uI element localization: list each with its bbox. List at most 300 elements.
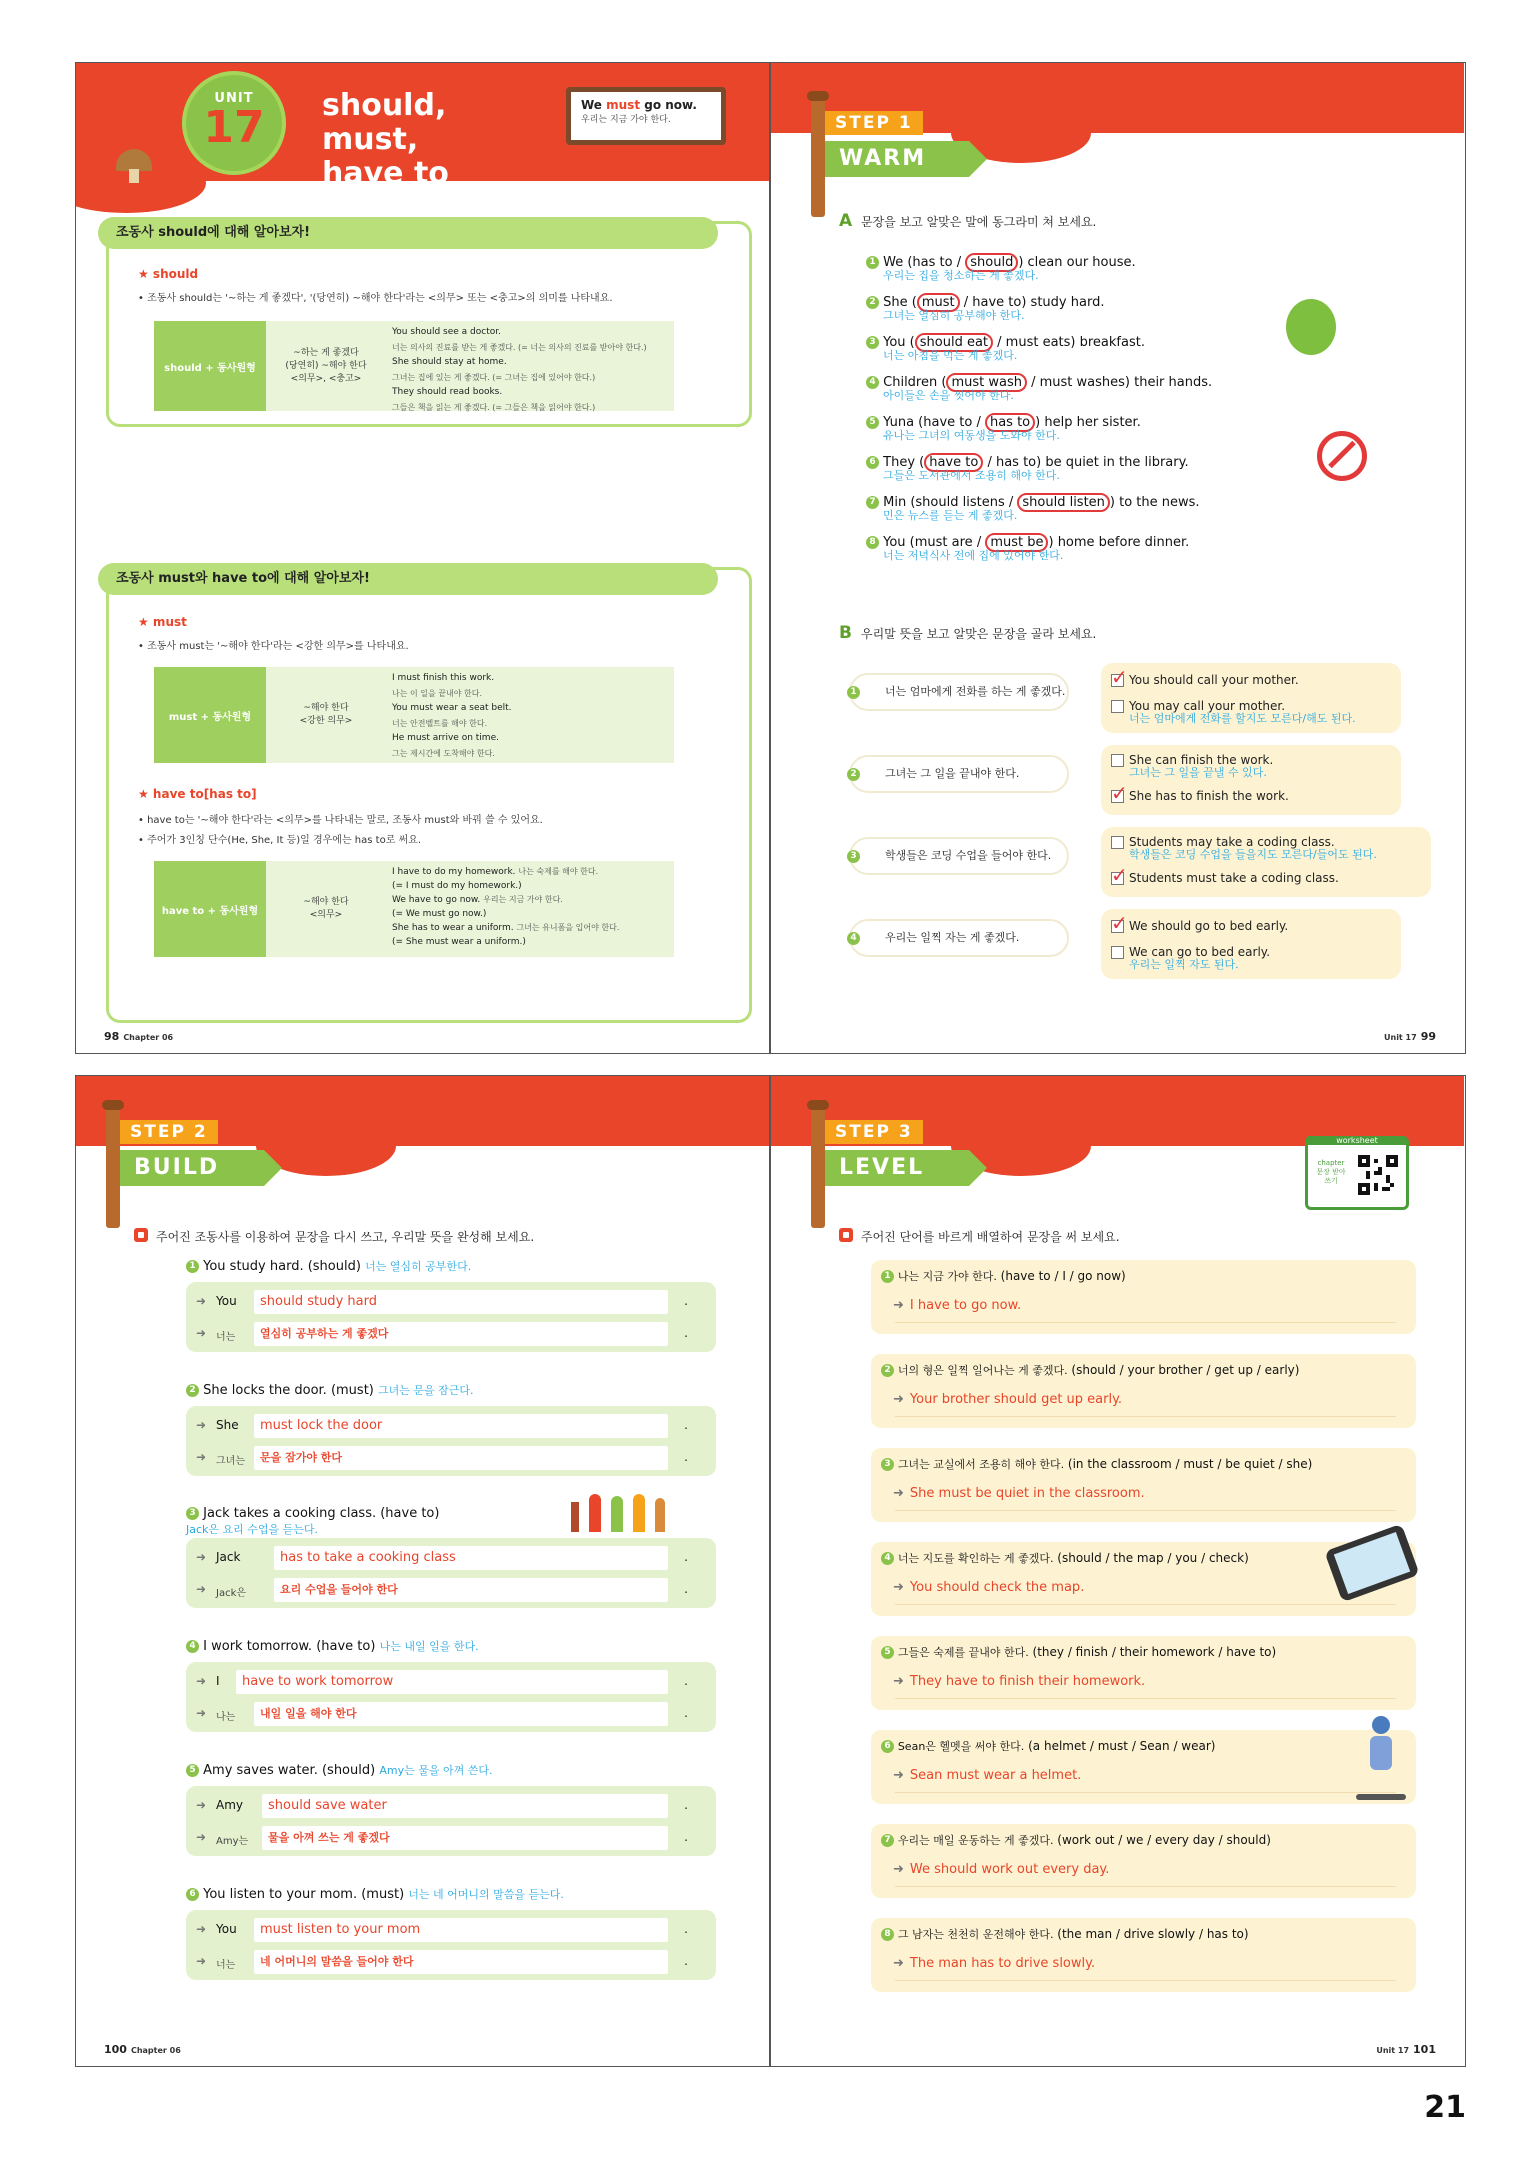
question-translation: 너는 네 어머니의 말씀을 듣는다. (408, 1888, 564, 1901)
checkbox-checked-icon[interactable] (1111, 790, 1124, 803)
page-number: 101 (1413, 2043, 1436, 2056)
period: . (684, 1674, 688, 1688)
answer-field[interactable]: 문을 잠가야 한다 (254, 1446, 668, 1470)
sign-post: go now. (640, 98, 697, 112)
question-text: Amy saves water. (should) (203, 1763, 376, 1778)
answer-field[interactable]: should study hard (254, 1290, 668, 1314)
item-number: 5 (186, 1764, 199, 1777)
answer-box (186, 1662, 716, 1732)
worksheet-text: chapter 문장 받아쓰기 (1316, 1159, 1346, 1185)
arrow-icon: ➜ (893, 1674, 904, 1689)
answer-box (186, 1538, 716, 1608)
step-name: LEVEL UP (825, 1150, 969, 1186)
question-translation: Amy는 물을 아껴 쓴다. (379, 1764, 493, 1777)
example-kr: 그녀는 집에 있는 게 좋겠다. (= 그녀는 집에 있어야 한다.) (392, 373, 596, 382)
should-description: • 조동사 should는 '~하는 게 좋겠다', '(당연히) ~해야 한다'라는 <의무> 또는 <충고>의 의미를 나타내요. (138, 293, 613, 304)
qr-code-icon[interactable] (1358, 1155, 1398, 1195)
option-2[interactable] (1111, 945, 1270, 970)
sentence-lead: Amy (216, 1798, 243, 1812)
answer-underline (895, 1322, 1396, 1323)
prompt-text: 그녀는 그 일을 끝내야 한다. (885, 767, 1020, 780)
must-description: • 조동사 must는 '~해야 한다'라는 <강한 의무>를 나타내요. (138, 641, 409, 652)
item-korean: 그녀는 교실에서 조용히 해야 한다. (897, 1458, 1065, 1471)
item-number: 5 (866, 416, 879, 429)
option-text: Students may take a coding class. (1129, 835, 1335, 849)
answer-line-en (196, 1670, 688, 1696)
bottom-spread (75, 1075, 1466, 2067)
option-translation: 학생들은 코딩 수업을 들을지도 모른다/들어도 된다. (1129, 848, 1377, 861)
answer-line-kr (196, 1950, 688, 1976)
question-text: She locks the door. (must) (203, 1383, 374, 1398)
period: . (684, 1550, 688, 1564)
option-1[interactable] (1111, 673, 1299, 687)
step-name: BUILD UP (120, 1150, 264, 1186)
option-text: We should go to bed early. (1129, 919, 1289, 933)
answer-box (186, 1282, 716, 1352)
question-text: Jack takes a cooking class. (have to) (203, 1506, 440, 1521)
question-translation: Jack은 요리 수업을 듣는다. (186, 1523, 319, 1536)
instruction-icon (134, 1228, 148, 1242)
option-translation: 우리는 일찍 자도 된다. (1129, 958, 1239, 971)
answer-text[interactable]: Your brother should get up early. (909, 1392, 1123, 1407)
answer-text[interactable]: You should check the map. (909, 1580, 1085, 1595)
example-en: (= She must wear a uniform.) (392, 937, 526, 947)
item-translation: 너는 저녁식사 전에 집에 있어야 한다. (883, 549, 1064, 562)
item-korean: 너의 형은 일찍 일어나는 게 좋겠다. (897, 1364, 1068, 1377)
sign-sentence (581, 98, 711, 112)
option-1[interactable] (1111, 919, 1288, 933)
page-footer (1372, 2043, 1436, 2056)
item-translation: 우리는 집을 청소하는 게 좋겠다. (883, 269, 1039, 282)
sheet-page-number: 21 (1424, 2090, 1466, 2125)
item-number: 4 (881, 1552, 894, 1565)
section-b-instruction: 우리말 뜻을 보고 알맞은 문장을 골라 보세요. (861, 627, 1097, 641)
warmup-item (866, 455, 1286, 482)
levelup-item (871, 1730, 1416, 1804)
choice-row (849, 827, 1449, 897)
item-number: 1 (881, 1270, 894, 1283)
page-99 (771, 63, 1464, 1053)
item-post: ) help her sister. (1035, 415, 1141, 430)
unit-number: 17 (203, 102, 265, 153)
should-table (154, 321, 674, 411)
sign-pre: We (581, 98, 607, 112)
haveto-description-2: • 주어가 3인칭 단수(He, She, It 등)일 경우에는 has to로 써요. (138, 835, 422, 846)
circled-answer[interactable]: should eat (915, 333, 993, 352)
answer-line-en (196, 1290, 688, 1316)
checkbox-icon[interactable] (1111, 946, 1124, 959)
choice-box (1101, 663, 1401, 733)
question-text: You study hard. (should) (203, 1259, 361, 1274)
answer-field[interactable]: 요리 수업을 들어야 한다 (274, 1578, 668, 1602)
arrow-icon: ➜ (196, 1706, 207, 1720)
answer-line-kr (196, 1322, 688, 1348)
unit-label: Unit 17 (1384, 1033, 1417, 1042)
levelup-item (871, 1636, 1416, 1710)
page-100 (76, 1076, 769, 2066)
page-footer (104, 2043, 185, 2056)
step-tag: STEP 1 (825, 111, 923, 135)
arrow-icon: ➜ (196, 1830, 207, 1844)
example-en: I must finish this work. (392, 673, 495, 683)
no-talking-icon (1317, 431, 1367, 481)
choice-box (1101, 827, 1431, 897)
chapter-label: Chapter 06 (130, 2046, 181, 2055)
example-kr: 그녀는 유니폼을 입어야 한다. (516, 923, 620, 932)
example-en (392, 921, 668, 935)
choice-box (1101, 909, 1401, 979)
example-en: She should stay at home. (392, 357, 507, 367)
korean-prompt (849, 673, 1069, 711)
warmup-item (866, 295, 1286, 322)
option-text: You should call your mother. (1129, 673, 1299, 687)
buildup-question (186, 1258, 471, 1274)
answer-field[interactable]: 내일 일을 해야 한다 (254, 1702, 668, 1726)
page-number: 100 (104, 2043, 127, 2056)
unit-title (322, 89, 522, 191)
prompt-text: 너는 엄마에게 전화를 하는 게 좋겠다. (885, 685, 1066, 698)
example-kr: 나는 숙제를 해야 한다. (518, 867, 599, 876)
arrow-icon: ➜ (196, 1450, 207, 1464)
answer-field[interactable]: must lock the door (254, 1414, 668, 1438)
checkbox-icon[interactable] (1111, 700, 1124, 713)
option-text: Students must take a coding class. (1129, 871, 1339, 885)
haveto-description-1: • have to는 '~해야 한다'라는 <의무>를 나타내는 말로, 조동사 must와 바꿔 쓸 수 있어요. (138, 815, 543, 826)
item-number: 7 (866, 496, 879, 509)
item-number: 8 (881, 1928, 894, 1941)
period: . (684, 1294, 688, 1308)
warmup-item (866, 375, 1286, 402)
item-number: 2 (866, 296, 879, 309)
item-post: / have to) study hard. (959, 295, 1105, 310)
kid-eating-icon (1286, 299, 1336, 355)
answer-underline (895, 1698, 1396, 1699)
checkbox-icon[interactable] (1111, 754, 1124, 767)
page-98 (76, 63, 769, 1053)
sentence-lead: You (216, 1294, 237, 1308)
section-b-letter: B (839, 623, 852, 643)
answer-text[interactable]: Sean must wear a helmet. (909, 1768, 1082, 1783)
page-101 (771, 1076, 1464, 2066)
item-number: 3 (847, 850, 860, 863)
item-korean: 너는 지도를 확인하는 게 좋겠다. (897, 1552, 1054, 1565)
should-box-title: 조동사 should에 대해 알아보자! (98, 217, 718, 249)
answer-underline (895, 1792, 1396, 1793)
item-number: 2 (847, 768, 860, 781)
answer-line-en (196, 1918, 688, 1944)
step-tag: STEP 3 (825, 1120, 923, 1144)
answer-field[interactable]: must listen to your mom (254, 1918, 668, 1942)
answer-text[interactable]: She must be quiet in the classroom. (909, 1486, 1145, 1501)
instruction-icon (839, 1228, 853, 1242)
answer-field[interactable]: 물을 아껴 쓰는 게 좋겠다 (262, 1826, 668, 1850)
option-text: We can go to bed early. (1129, 945, 1271, 959)
sign-kr: 우리는 지금 가야 한다. (581, 115, 671, 125)
item-number: 6 (866, 456, 879, 469)
item-translation: 너는 아침을 먹는 게 좋겠다. (883, 349, 1018, 362)
circled-answer[interactable]: must be (985, 533, 1048, 552)
haveto-heading: ★ have to[has to] (138, 787, 257, 801)
item-post: ) to the news. (1109, 495, 1200, 510)
item-words: (work out / we / every day / should) (1057, 1833, 1271, 1847)
circled-answer[interactable]: must wash (946, 373, 1027, 392)
warmup-item (866, 335, 1286, 362)
answer-field[interactable]: have to work tomorrow (236, 1670, 668, 1694)
option-translation: 그녀는 그 일을 끝낼 수 있다. (1129, 766, 1267, 779)
item-number: 1 (866, 256, 879, 269)
option-text: She can finish the work. (1129, 753, 1274, 767)
unit-title-line2: have to (322, 156, 449, 191)
arrow-icon: ➜ (196, 1954, 207, 1968)
sentence-lead: 너는 (216, 1960, 236, 1971)
buildup-question (186, 1506, 439, 1537)
sentence-lead: She (216, 1418, 239, 1432)
haveto-table (154, 861, 674, 957)
top-spread (75, 62, 1466, 1054)
worksheet-qr-tag[interactable] (1305, 1136, 1409, 1210)
instruction: 주어진 단어를 바르게 배열하여 문장을 써 보세요. (861, 1230, 1120, 1244)
item-number: 4 (847, 932, 860, 945)
item-number: 1 (847, 686, 860, 699)
item-number: 5 (881, 1646, 894, 1659)
example-en: (= We must go now.) (392, 909, 487, 919)
item-translation: 아이들은 손을 씻어야 한다. (883, 389, 1014, 402)
levelup-item (871, 1448, 1416, 1522)
answer-line-kr (196, 1578, 688, 1604)
answer-field[interactable]: has to take a cooking class (274, 1546, 668, 1570)
item-pre: You ( (883, 335, 915, 350)
circled-answer[interactable]: have to (924, 453, 983, 472)
answer-box (186, 1910, 716, 1980)
period: . (684, 1954, 688, 1968)
should-form: should + 동사원형 (154, 321, 266, 411)
answer-line-en (196, 1414, 688, 1440)
unit-title-line1: should, must, (322, 88, 447, 157)
arrow-icon: ➜ (196, 1674, 207, 1688)
answer-text[interactable]: They have to finish their homework. (909, 1674, 1146, 1689)
sentence-lead: Jack은 (216, 1588, 247, 1599)
page-number: 98 (104, 1030, 120, 1043)
sentence-lead: 나는 (216, 1712, 236, 1723)
item-korean: 그 남자는 천천히 운전해야 한다. (897, 1928, 1054, 1941)
sentence-lead: 그녀는 (216, 1456, 245, 1467)
buildup-question (186, 1762, 492, 1778)
sentence-lead: Jack (216, 1550, 241, 1564)
arrow-icon: ➜ (196, 1582, 207, 1596)
item-post: / must eats) breakfast. (993, 335, 1145, 350)
worksheet-label: worksheet (1308, 1136, 1406, 1145)
item-words: (in the classroom / must / be quiet / she) (1067, 1457, 1313, 1471)
item-number: 3 (866, 336, 879, 349)
answer-box (186, 1406, 716, 1476)
unit-badge (186, 75, 282, 171)
warmup-item (866, 415, 1286, 442)
example-en: He must arrive on time. (392, 733, 499, 743)
must-box-title: 조동사 must와 have to에 대해 알아보자! (98, 563, 718, 595)
answer-underline (895, 1604, 1396, 1605)
item-number: 1 (186, 1260, 199, 1273)
section-a-letter: A (839, 211, 853, 231)
question-text: You listen to your mom. (must) (203, 1887, 405, 1902)
levelup-item (871, 1354, 1416, 1428)
step-post (811, 97, 825, 217)
period: . (684, 1326, 688, 1340)
answer-line-kr (196, 1446, 688, 1472)
answer-text[interactable]: I have to go now. (909, 1298, 1022, 1313)
prompt-text: 우리는 일찍 자는 게 좋겠다. (885, 931, 1020, 944)
period: . (684, 1582, 688, 1596)
item-korean: 그들은 숙제를 끝내야 한다. (897, 1646, 1029, 1659)
example-en (392, 893, 668, 907)
item-translation: 그들은 도서관에서 조용히 해야 한다. (883, 469, 1060, 482)
answer-underline (895, 1980, 1396, 1981)
item-post: / has to) be quiet in the library. (983, 455, 1189, 470)
answer-underline (895, 1886, 1396, 1887)
step-post (106, 1106, 120, 1228)
arrow-icon: ➜ (893, 1580, 904, 1595)
example-kr: 나는 이 일을 끝내야 한다. (392, 689, 482, 698)
unit-label: UNIT (214, 91, 254, 106)
example-en: They should read books. (392, 387, 503, 397)
example-sign (566, 87, 726, 145)
answer-line-en (196, 1546, 688, 1572)
example-en: You should see a doctor. (392, 327, 501, 337)
circled-answer[interactable]: must (917, 293, 960, 312)
levelup-item (871, 1260, 1416, 1334)
example-en: You must wear a seat belt. (392, 703, 512, 713)
answer-line-kr (196, 1826, 688, 1852)
arrow-icon: ➜ (196, 1550, 207, 1564)
arrow-icon: ➜ (893, 1392, 904, 1407)
item-number: 7 (881, 1834, 894, 1847)
must-heading: ★ must (138, 615, 187, 629)
option-text: You may call your mother. (1129, 699, 1286, 713)
item-pre: We (has to / (883, 255, 966, 270)
arrow-icon: ➜ (893, 1486, 904, 1501)
question-translation: 나는 내일 일을 한다. (379, 1640, 479, 1653)
should-examples (386, 321, 674, 411)
sentence-lead: You (216, 1922, 237, 1936)
item-post: / must washes) their hands. (1026, 375, 1213, 390)
period: . (684, 1706, 688, 1720)
question-translation: 그녀는 문을 잠근다. (378, 1384, 474, 1397)
circled-answer[interactable]: should listen (1017, 493, 1110, 512)
example-en-text: She has to wear a uniform. (392, 923, 514, 933)
checkbox-checked-icon[interactable] (1111, 674, 1124, 687)
levelup-item (871, 1918, 1416, 1992)
should-heading: ★ should (138, 267, 199, 281)
arrow-icon: ➜ (196, 1418, 207, 1432)
example-kr: 그들은 책을 읽는 게 좋겠다. (= 그들은 책을 읽어야 한다.) (392, 403, 596, 412)
arrow-icon: ➜ (196, 1922, 207, 1936)
checkbox-checked-icon[interactable] (1111, 872, 1124, 885)
period: . (684, 1418, 688, 1432)
item-number: 4 (866, 376, 879, 389)
example-kr: 너는 의사의 진료를 받는 게 좋겠다. (= 너는 의사의 진료를 받아야 한다.) (392, 343, 647, 352)
option-2[interactable] (1111, 871, 1339, 885)
option-1[interactable] (1111, 835, 1377, 860)
answer-underline (895, 1510, 1396, 1511)
buildup-question (186, 1886, 564, 1902)
warmup-item (866, 535, 1286, 562)
item-number: 6 (186, 1888, 199, 1901)
item-pre: Min (should listens / (883, 495, 1018, 510)
sign-must: must (606, 98, 641, 112)
page-number: 99 (1420, 1030, 1436, 1043)
item-words: (the man / drive slowly / has to) (1057, 1927, 1249, 1941)
item-words: (they / finish / their homework / have to) (1032, 1645, 1277, 1659)
answer-field[interactable]: should save water (262, 1794, 668, 1818)
example-kr: 그는 제시간에 도착해야 한다. (392, 749, 495, 758)
item-words: (should / the map / you / check) (1057, 1551, 1249, 1565)
should-meaning: ~하는 게 좋겠다 (당연히) ~해야 한다 <의무>, <충고> (285, 347, 367, 384)
buildup-question (186, 1638, 479, 1654)
answer-field[interactable]: 열심히 공부하는 게 좋겠다 (254, 1322, 668, 1346)
example-en: (= I must do my homework.) (392, 881, 522, 891)
section-a-instruction: 문장을 보고 알맞은 말에 동그라미 쳐 보세요. (861, 215, 1097, 229)
answer-field[interactable]: 네 어머니의 말씀을 들어야 한다 (254, 1950, 668, 1974)
answer-text[interactable]: We should work out every day. (909, 1862, 1110, 1877)
haveto-form: have to + 동사원형 (154, 861, 266, 957)
option-2[interactable] (1111, 789, 1289, 803)
page-footer (1380, 1030, 1436, 1043)
item-translation: 민은 뉴스를 듣는 게 좋겠다. (883, 509, 1018, 522)
choice-row (849, 909, 1449, 979)
item-number: 2 (186, 1384, 199, 1397)
item-translation: 유나는 그녀의 여동생을 도와야 한다. (883, 429, 1060, 442)
arrow-icon: ➜ (196, 1798, 207, 1812)
sentence-lead: 너는 (216, 1332, 236, 1343)
korean-prompt (849, 837, 1069, 875)
item-number: 2 (881, 1364, 894, 1377)
item-number: 6 (881, 1740, 894, 1753)
arrow-icon: ➜ (893, 1956, 904, 1971)
item-pre: Yuna (have to / (883, 415, 985, 430)
step-name: WARM UP (825, 141, 969, 177)
option-1[interactable] (1111, 753, 1273, 778)
answer-text[interactable]: The man has to drive slowly. (909, 1956, 1096, 1971)
item-number: 3 (881, 1458, 894, 1471)
option-2[interactable] (1111, 699, 1356, 724)
item-korean: 우리는 매일 운동하는 게 좋겠다. (897, 1834, 1054, 1847)
circled-answer[interactable]: has to (985, 413, 1035, 432)
item-number: 4 (186, 1640, 199, 1653)
skateboarder-icon (1356, 1716, 1406, 1802)
answer-line-kr (196, 1702, 688, 1728)
period: . (684, 1830, 688, 1844)
checkbox-icon[interactable] (1111, 836, 1124, 849)
period: . (684, 1450, 688, 1464)
item-korean: Sean은 헬멧을 써야 한다. (897, 1740, 1025, 1753)
item-pre: They ( (883, 455, 925, 470)
item-korean: 나는 지금 가야 한다. (897, 1270, 997, 1283)
haveto-meaning: ~해야 한다 <의무> (303, 897, 349, 920)
circled-answer[interactable]: should (965, 253, 1018, 272)
example-en-text: I have to do my homework. (392, 867, 516, 877)
choice-row (849, 663, 1449, 733)
step-post (811, 1106, 825, 1228)
unit-label: Unit 17 (1376, 2046, 1410, 2055)
kitchen-utensils-icon (571, 1494, 671, 1532)
page-footer (104, 1030, 177, 1043)
korean-prompt (849, 755, 1069, 793)
item-words: (a helmet / must / Sean / wear) (1028, 1739, 1216, 1753)
arrow-icon: ➜ (196, 1326, 207, 1340)
period: . (684, 1922, 688, 1936)
chapter-label: Chapter 06 (123, 1033, 174, 1042)
must-form: must + 동사원형 (154, 667, 266, 763)
checkbox-checked-icon[interactable] (1111, 920, 1124, 933)
